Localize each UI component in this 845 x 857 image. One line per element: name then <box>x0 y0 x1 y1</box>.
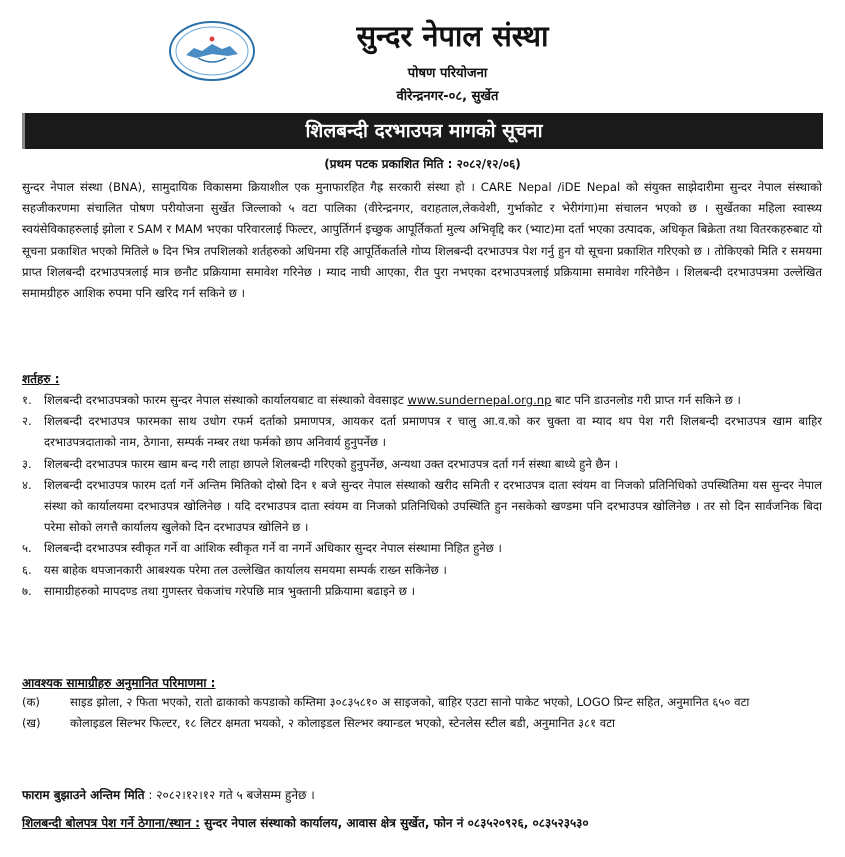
requirement-item <box>22 692 822 713</box>
term-text: शिलबन्दी दरभाउपत्र फारम दर्ता गर्ने अन्तिम मितिको दोस्रो दिन १ बजे सुन्दर नेपाल संस्थाको खरीद समिती र दरभाउपत्र दाता स्वंयम वा निजको प्रतिनिधिको उपस्थितिमा यस सुन्दर नेपाल संस्था को कार्यालयमा दरभाउपत्र खोलिनेछ । यदि दरभाउपत्र दाता स्वंयम वा निजको प्रतिनिधिको उपस्थिति हुन नसकेको खण्डमा पनि दरभाउपत्र खोलिनेछ । तर सो दिन सार्वजनिक बिदा परेमा सोको लगत्तै कार्यालय खुलेको दिन दरभाउपत्र खोलिने छ । <box>44 477 822 535</box>
term-text: शिलबन्दी दरभाउपत्र फारमका साथ उधोग रफर्म दर्ताको प्रमाणपत्र, आयकर दर्ता प्रमाणपत्र र चालु आ.व.को कर चुक्ता वा म्याद थप पेश गरी शिलबन्दी दरभाउपत्र खाम बाहिर दरभाउपत्रदाताको नाम, ठेगाना, सम्पर्क नम्बर तथा फर्मको छाप अनिवार्य हुनुपर्नेछ । <box>44 414 822 450</box>
term-text: सामाग्रीहरुको मापदण्ड तथा गुणस्तर चेकजांच गरेपछि मात्र भुक्तानी प्रक्रियामा बढाइने छ । <box>44 583 415 598</box>
submission-address <box>22 814 589 831</box>
address-value: सुन्दर नेपाल संस्थाको कार्यालय, आवास क्षेत्र सुर्खेत, फोन नं ०८३५२०९२६, ०८३५२३५३० <box>204 816 589 830</box>
term-item <box>22 411 822 453</box>
address-label: शिलबन्दी बोलपत्र पेश गर्ने ठेगाना/स्थान : <box>22 816 200 830</box>
term-number: २. <box>22 414 32 429</box>
term-number: ३. <box>22 456 32 471</box>
requirement-label: (ख) <box>22 716 41 731</box>
term-number: ७. <box>22 583 32 598</box>
intro-paragraph: सुन्दर नेपाल संस्था (BNA), सामुदायिक विकासमा क्रियाशील एक मुनाफारहित गैह्र सरकारी संस्था हो । CARE Nepal /iDE Nepal को संयुक्त साझेदारीमा सुन्दर नेपाल संस्थाको सहजीकरणमा संचालित पोषण परीयोजना सुर्खेत जिल्लाको ५ वटा पालिका (वीरेन्द्रनगर, वराहताल,लेकवेशी, गुर्भाकोट र भेरीगंगा)मा संचालन भएको छ । सुर्खेतका महिला स्वास्थ्य स्वयंसेविकाहरुलाई झोला र SAM र MAM भएका परिवारलाई फिल्टर, आपुर्तिगर्न इच्छुक आपूर्तिकर्ता मुल्य अभिवृद्दि कर (भ्याट)मा दर्ता भएका उत्पादक, अधिकृत बिक्रेता तथा वितरकहरुबाट यो सूचना प्रकाशित भएको मितिले ७ दिन भित्र तपशिलको शर्तहरुको अधिनमा रहि आपूर्तिकर्तालेे गोप्य शिलबन्दी दरभाउपत्र पेश गर्नु हुन यो सूचना प्रकाशित गरिएको छ । तोकिएको मिति र समयमा प्राप्त शिलबन्दी दरभाउपत्रलाई मात्र छनौट प्रक्रियामा समावेश गरिनेछ । म्याद नाघी आएका, रीत पुरा नभएका दरभाउपत्रलाई प्रक्रियामा समावेश गरिनेछैन । शिलबन्दी दरभाउपत्रमा उल्लेखित समामग्रीहरु आशिक रुपमा पनि खरिद गर्न सकिने छ । <box>22 180 822 301</box>
term-item <box>22 560 822 581</box>
term-item <box>22 390 822 411</box>
deadline-value: : २०८२।१२।१२ गते ५ बजेसम्म हुनेछ । <box>148 788 315 802</box>
term-number: ४. <box>22 477 32 492</box>
requirement-text: साइड झोला, २ फिता भएको, रातो ढाकाको कपडाको कम्तिमा ३०८३५८१० अ साइजको, बाहिर एउटा सानो पाकेट भएको, LOGO प्रिन्ट सहित, अनुमानित ६५० वटा <box>70 695 750 709</box>
term-item <box>22 475 822 539</box>
term-item <box>22 454 822 475</box>
website-link[interactable]: www.sundernepal.org.np <box>407 393 552 407</box>
requirements-heading: आवश्यक सामाग्रीहरु अनुमानित परिमाणमा : <box>22 676 216 690</box>
term-text: शिलबन्दी दरभाउपत्रको फारम सुन्दर नेपाल संस्थाको कार्यालयबाट वा संस्थाको वेवसाइट www.sundernepal.org.np बाट पनि डाउनलोड गरी प्राप्त गर्न सकिने छ । <box>44 393 741 407</box>
requirements-list <box>22 692 822 734</box>
term-number: ६. <box>22 562 32 577</box>
terms-heading: शर्तहरु : <box>22 372 60 386</box>
term-text: यस बाहेक थपजानकारी आबश्यक परेमा तल उल्लेखित कार्यालय समयमा सम्पर्क राख्न सकिनेछ । <box>44 562 447 577</box>
term-number: ५. <box>22 541 32 556</box>
terms-list <box>22 390 822 602</box>
term-text: शिलबन्दी दरभाउपत्र स्वीकृत गर्ने वा आंशिक स्वीकृत गर्ने वा नगर्ने अधिकार सुन्दर नेपाल संस्थामा निहित हुनेछ । <box>44 541 502 556</box>
project-name: पोषण परियोजना <box>407 66 488 81</box>
requirement-label: (क) <box>22 695 40 709</box>
requirement-item <box>22 713 822 734</box>
requirement-text: कोलाइडल सिल्भर फिल्टर, १८ लिटर क्षमता भयको, २ कोलाइडल सिल्भर क्यान्डल भएको, स्टेनलेस स्टील बडी, अनुमानित ३८१ वटा <box>70 716 616 731</box>
organization-location: वीरेन्द्रनगर-०८, सुर्खेत <box>396 89 499 104</box>
publication-date: (प्रथम पटक प्रकाशित मिति : २०८२/१२/०६) <box>324 157 521 171</box>
organization-name: सुन्दर नेपाल संस्था <box>356 19 549 53</box>
notice-title-banner: शिलबन्दी दरभाउपत्र मागको सूचना <box>22 113 823 149</box>
submission-deadline <box>22 786 315 803</box>
term-number: १. <box>22 393 32 407</box>
term-item <box>22 538 822 559</box>
term-item <box>22 581 822 602</box>
deadline-label: फाराम बुझाउने अन्तिम मिति <box>22 788 145 802</box>
term-text: शिलबन्दी दरभाउपत्र फारम खाम बन्द गरी लाहा छापले शिलबन्दी गरिएको हुनुपर्नेछ, अन्यथा उक्त दरभाउपत्र दर्ता गर्न संस्था बाध्ये हुने छैन । <box>44 456 619 471</box>
